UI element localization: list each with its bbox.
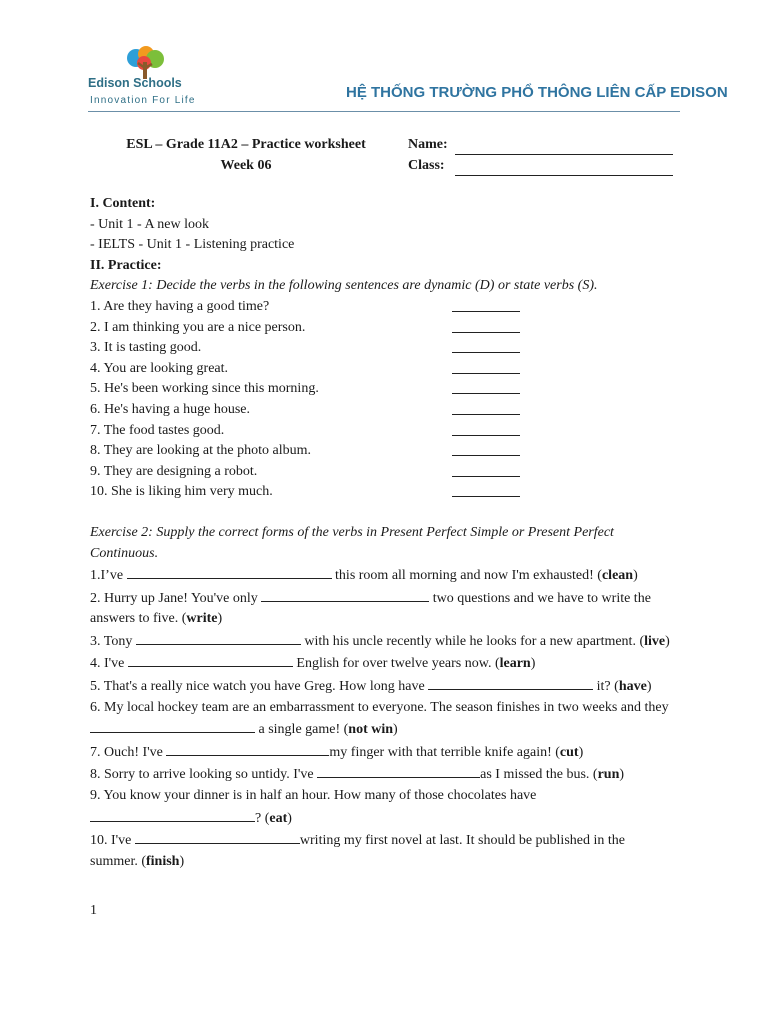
class-label: Class: <box>408 158 445 173</box>
brand-tagline: Innovation For Life <box>90 95 196 106</box>
verb-blank[interactable] <box>128 652 293 667</box>
page-number: 1 <box>90 903 97 918</box>
exercise2-text: 10. I've <box>90 833 135 849</box>
exercise2-text: 8. Sorry to arrive looking so untidy. I've <box>90 767 318 783</box>
verb-hint: live <box>644 633 666 649</box>
content-item: - Unit 1 - A new look <box>90 216 209 232</box>
week-label: Week 06 <box>220 158 272 173</box>
school-system-title: HỆ THỐNG TRƯỜNG PHỔ THÔNG LIÊN CẤP EDISON <box>346 84 728 101</box>
verb-blank[interactable] <box>166 741 329 756</box>
exercise1-sentence: 1. Are they having a good time? <box>90 298 270 314</box>
verb-hint: clean <box>601 568 634 584</box>
exercise2-text: writing my first novel at last. It should be published in the summer. ( <box>90 833 625 869</box>
answer-blank[interactable] <box>452 441 520 456</box>
exercise2-text: 2. Hurry up Jane! You've only <box>90 590 262 606</box>
closing-paren: ) <box>530 656 536 672</box>
header-divider <box>88 111 680 112</box>
verb-blank[interactable] <box>317 763 480 778</box>
answer-blank[interactable] <box>452 297 520 312</box>
edison-logo <box>88 46 228 112</box>
exercise1-item <box>90 462 670 483</box>
exercise2-text: ? ( <box>255 810 270 826</box>
name-label: Name: <box>408 137 448 152</box>
exercise2-item <box>90 698 670 741</box>
closing-paren: ) <box>578 744 584 760</box>
verb-blank[interactable] <box>90 718 255 733</box>
verb-blank[interactable] <box>136 630 301 645</box>
exercise2-text: 4. I've <box>90 656 128 672</box>
answer-blank[interactable] <box>452 462 520 477</box>
name-row <box>408 134 673 155</box>
exercise1-item <box>90 441 670 462</box>
verb-blank[interactable] <box>90 807 255 822</box>
exercise2-text: as I missed the bus. ( <box>480 767 598 783</box>
exercise1-list <box>90 297 670 503</box>
closing-paren: ) <box>665 633 670 649</box>
exercise1-sentence: 10. She is liking him very much. <box>90 484 273 500</box>
exercise2-text: 1.I’ve <box>90 568 127 584</box>
exercise1-sentence: 4. You are looking great. <box>90 360 229 376</box>
closing-paren: ) <box>619 767 625 783</box>
content-item: - IELTS - Unit 1 - Listening practice <box>90 237 295 253</box>
exercise2-item <box>90 786 670 829</box>
exercise1-sentence: 8. They are looking at the photo album. <box>90 443 311 459</box>
closing-paren: ) <box>217 611 223 627</box>
verb-hint: have <box>618 679 647 695</box>
exercise1-item <box>90 338 670 359</box>
exercise2-text: with his uncle recently while he looks for a new apartment. ( <box>300 633 645 649</box>
exercise2-item <box>90 564 670 587</box>
exercise2-item <box>90 652 670 675</box>
closing-paren: ) <box>633 568 638 584</box>
exercise2-item <box>90 763 670 786</box>
exercise1-sentence: 2. I am thinking you are a nice person. <box>90 319 306 335</box>
exercise1-item <box>90 482 670 503</box>
exercise1-sentence: 6. He's having a huge house. <box>90 401 250 417</box>
exercise2-text: 5. That's a really nice watch you have Greg. How long have <box>90 679 429 695</box>
exercise1-sentence: 9. They are designing a robot. <box>90 463 258 479</box>
exercise1-instruction: Exercise 1: Decide the verbs in the following sentences are dynamic (D) or state verbs (S). <box>90 278 598 294</box>
answer-blank[interactable] <box>452 318 520 333</box>
exercise2-item <box>90 741 670 764</box>
verb-blank[interactable] <box>261 587 429 602</box>
exercise2-instruction: Exercise 2: Supply the correct forms of the verbs in Present Perfect Simple or Present Perfect Continuous. <box>90 524 614 561</box>
exercise2-list <box>90 564 670 872</box>
exercise2-item <box>90 829 670 872</box>
tree-logo-icon <box>124 46 166 80</box>
verb-blank[interactable] <box>428 675 593 690</box>
answer-blank[interactable] <box>452 338 520 353</box>
name-field[interactable] <box>455 140 673 155</box>
exercise1-item <box>90 359 670 380</box>
exercise2-text: 3. Tony <box>90 633 136 649</box>
exercise1-sentence: 7. The food tastes good. <box>90 422 225 438</box>
exercise1-sentence: 3. It is tasting good. <box>90 340 202 356</box>
exercise2-text: a single game! ( <box>255 722 349 738</box>
exercise2-text: English for over twelve years now. ( <box>292 656 500 672</box>
answer-blank[interactable] <box>452 482 520 497</box>
exercise2-text: this room all morning and now I'm exhausted! ( <box>331 568 602 584</box>
exercise1-sentence: 5. He's been working since this morning. <box>90 381 319 397</box>
content-heading: I. Content: <box>90 196 156 211</box>
exercise2-text: 7. Ouch! I've <box>90 744 167 760</box>
exercise2-item <box>90 587 670 630</box>
answer-blank[interactable] <box>452 379 520 394</box>
verb-hint: cut <box>559 744 579 760</box>
student-info <box>408 134 673 176</box>
verb-hint: learn <box>499 656 531 672</box>
exercise2-item <box>90 675 670 698</box>
verb-hint: eat <box>269 810 288 826</box>
exercise1-item <box>90 297 670 318</box>
exercise1-item <box>90 318 670 339</box>
exercise1-item <box>90 421 670 442</box>
verb-hint: finish <box>146 853 180 869</box>
exercise2-text: 6. My local hockey team are an embarrassment to everyone. The season finishes in two weeks and they <box>90 699 669 715</box>
answer-blank[interactable] <box>452 359 520 374</box>
answer-blank[interactable] <box>452 400 520 415</box>
closing-paren: ) <box>646 679 652 695</box>
class-field[interactable] <box>455 161 673 176</box>
worksheet-body <box>90 194 670 872</box>
closing-paren: ) <box>287 810 292 826</box>
class-row <box>408 155 673 176</box>
closing-paren: ) <box>179 853 185 869</box>
verb-hint: not win <box>348 722 394 738</box>
brand-name: Edison Schools <box>88 76 182 90</box>
exercise2-text: my finger with that terrible knife again! ( <box>329 744 560 760</box>
exercise2-text: it? ( <box>593 679 619 695</box>
verb-blank[interactable] <box>135 829 300 844</box>
practice-heading: II. Practice: <box>90 257 162 273</box>
verb-blank[interactable] <box>127 564 332 579</box>
verb-hint: write <box>186 611 218 627</box>
exercise1-item <box>90 400 670 421</box>
exercise2-item <box>90 630 670 653</box>
title-line: ESL – Grade 11A2 – Practice worksheet <box>126 137 366 152</box>
verb-hint: run <box>597 767 620 783</box>
answer-blank[interactable] <box>452 421 520 436</box>
worksheet-title <box>115 134 377 176</box>
exercise2-text: 9. You know your dinner is in half an hour. How many of those chocolates have <box>90 788 537 804</box>
closing-paren: ) <box>393 722 398 738</box>
exercise1-item <box>90 379 670 400</box>
exercise2-text: two questions and we have to write the answers to five. ( <box>90 590 651 627</box>
